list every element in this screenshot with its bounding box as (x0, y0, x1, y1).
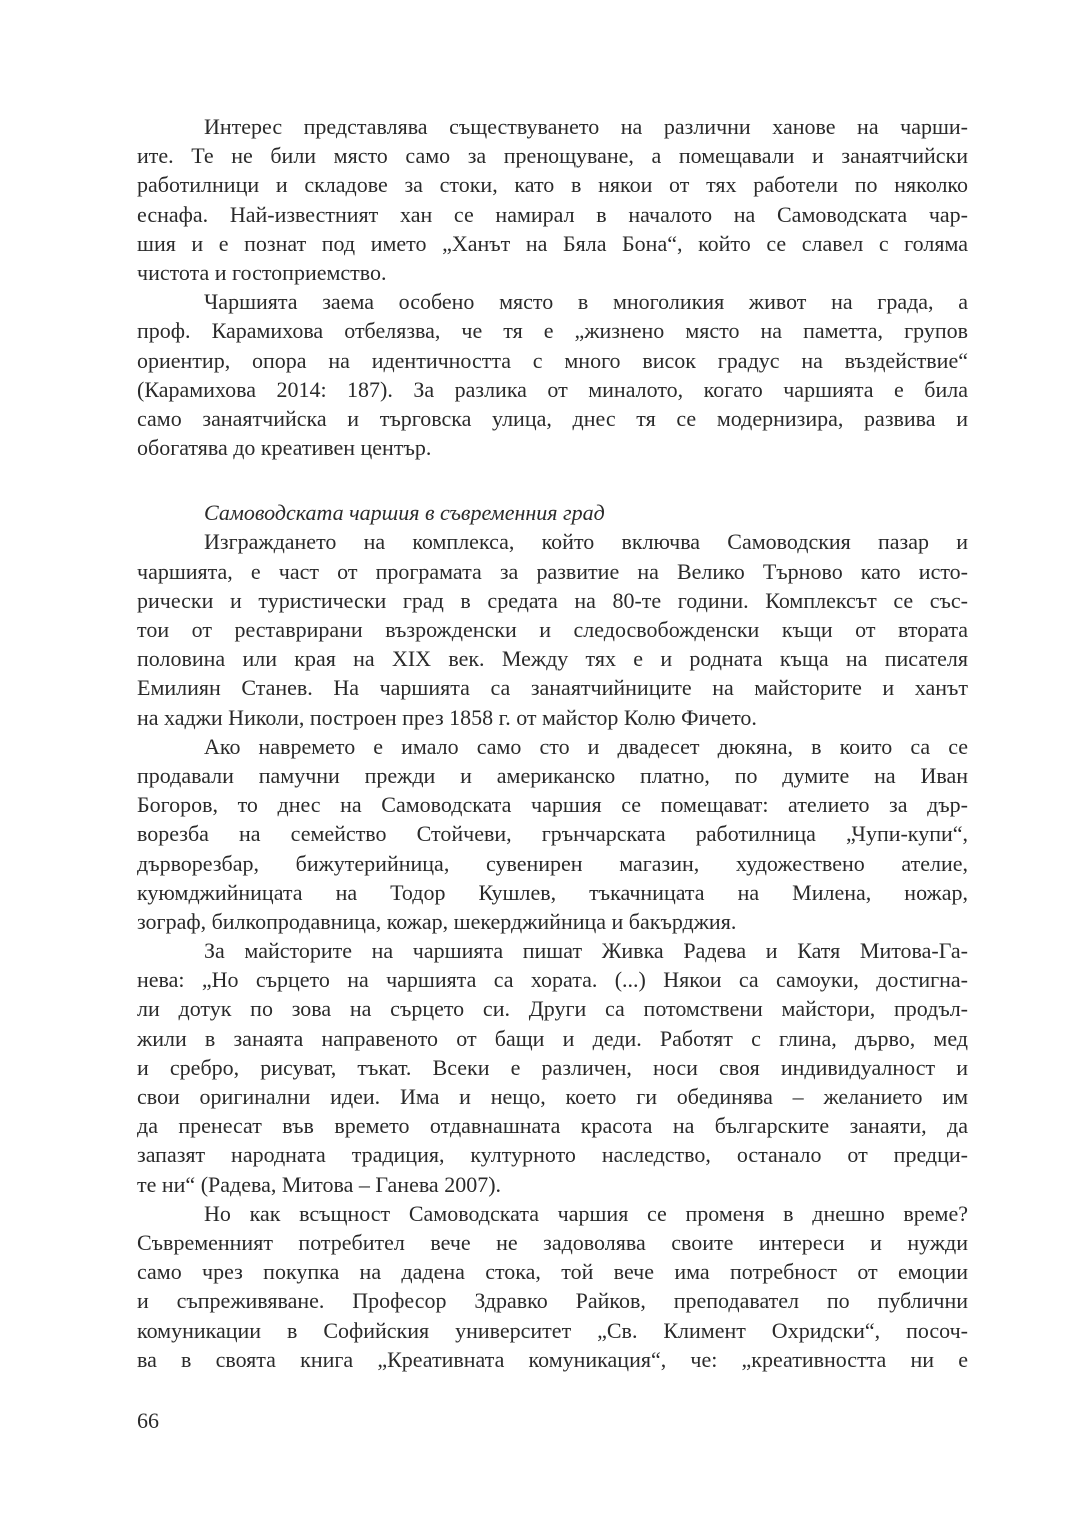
text-line: ва в своята книга „Креативната комуникация“, че: „креативността ни е (137, 1346, 968, 1372)
paragraph (137, 112, 968, 287)
text-line: да пренесат във времето отдавнашната красота на българските занаяти, да (137, 1113, 968, 1139)
text-line: шия и е познат под името „Ханът на Бяла Бона“, който се славел с голяма (137, 230, 968, 256)
text-line: ворезба на семейство Стойчеви, грънчарската работилница „Чупи-купи“, (137, 821, 968, 847)
paragraph (137, 527, 968, 731)
text-line: зограф, билкопродавница, кожар, шекерджийница и бакърджия. (137, 908, 737, 934)
text-line: свои оригинални идеи. Има и нещо, което ги обединява – желанието им (137, 1084, 968, 1109)
text-line: само чрез покупка на дадена стока, той вече има потребност от емоции (137, 1259, 968, 1285)
text-line: нева: „Но сърцето на чаршията са хората. (...) Някои са самоуки, достигна- (137, 967, 968, 993)
page-number: 66 (137, 1408, 159, 1433)
text-line: работилници и складове за стоки, като в някои от тях работели по няколко (137, 172, 968, 198)
text-line: проф. Карамихова отбелязва, че тя е „жизнено място на паметта, групов (137, 318, 968, 344)
text-line: ориентир, опора на идентичността с много висок градус на въздействие“ (137, 347, 968, 373)
text-line: чистота и гостоприемство. (137, 259, 387, 285)
text-line: Интерес представлява съществуването на различни ханове на чарши- (204, 114, 968, 139)
paragraph (137, 936, 968, 1199)
text-line: обогатява до креативен център. (137, 435, 432, 461)
text-line: само занаятчийска и търговска улица, днес тя се модернизира, развива и (137, 405, 968, 431)
text-line: рически и туристически град в средата на 80-те години. Комплексът се със- (137, 587, 968, 613)
text-line: (Карамихова 2014: 187). За разлика от миналото, когато чаршията е била (137, 376, 968, 402)
paragraph (137, 732, 968, 936)
text-line: Емилиян Станев. На чаршията са занаятчийниците на майсторите и ханът (137, 675, 968, 701)
text-line: куюмджийницата на Тодор Кушлев, тъкачницата на Милена, ножар, (137, 879, 968, 905)
section-heading: Самоводската чаршия в съвременния град (204, 500, 605, 526)
text-line: комуникации в Софийския университет „Св. Климент Охридски“, посоч- (137, 1317, 968, 1343)
text-line: и сребро, рисуват, тъкат. Всеки е различен, носи своя индивидуалност и (137, 1054, 968, 1080)
text-line: Ако навремето е имало само сто и двадесет дюкяна, в които са се (204, 733, 968, 759)
text-line: Изграждането на комплекса, който включва Самоводския пазар и (204, 529, 968, 555)
text-line: запазят народната традиция, културното наследство, останало от предци- (137, 1142, 968, 1168)
paragraph (137, 287, 968, 462)
text-line: продавали памучни прежди и американско платно, по думите на Иван (137, 762, 968, 788)
text-line: Но как всъщност Самоводската чаршия се променя в днешно време? (204, 1200, 968, 1226)
text-line: Богоров, то днес на Самоводската чаршия се помещават: ателието за дър- (137, 792, 968, 818)
paragraph (137, 1199, 968, 1374)
text-line: тои от реставрирани възрожденски и следосвобожденски къщи от втората (137, 617, 968, 642)
text-line: те ни“ (Радева, Митова – Ганева 2007). (137, 1171, 502, 1197)
text-line: и съпреживяване. Професор Здравко Райков, преподавател по публични (137, 1288, 968, 1314)
body-text (137, 112, 968, 1374)
text-line: дърворезбар, бижутерийница, сувенирен магазин, художествено ателие, (137, 850, 968, 876)
text-line: ите. Те не били място само за пренощуване, а помещавали и занаятчийски (137, 143, 968, 169)
text-line: За майсторите на чаршията пишат Живка Радева и Катя Митова-Га- (204, 938, 968, 964)
text-line: ли дотук по зова на сърцето си. Други са потомствени майстори, продъл- (137, 996, 968, 1022)
text-line: Съвременният потребител вече не задоволява своите интереси и нужди (137, 1229, 968, 1255)
text-line: жили в занаята направеното от бащи и деди. Работят с глина, дърво, мед (137, 1025, 968, 1051)
text-line: половина или края на XIX век. Между тях е и родната къща на писателя (137, 646, 968, 672)
text-line: Чаршията заема особено място в многоликия живот на града, а (204, 289, 968, 315)
text-line: на хаджи Николи, построен през 1858 г. от майстор Колю Фичето. (137, 704, 757, 730)
text-line: чаршията, е част от програмата за развитие на Велико Търново като исто- (137, 558, 968, 584)
text-line: еснафа. Най-известният хан се намирал в началото на Самоводската чар- (137, 201, 968, 227)
